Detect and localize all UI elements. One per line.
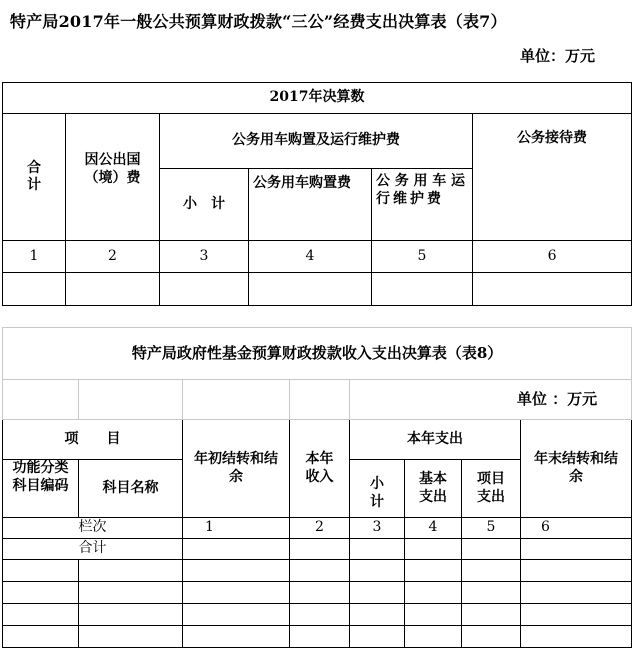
table8-empty-cell (183, 539, 290, 560)
table8-empty-cell (350, 539, 405, 560)
table7-header-vehicle-maintain: 公务用车运行维护费 (372, 169, 473, 241)
table8-empty-cell (183, 560, 290, 582)
table8-total-label: 合计 (3, 539, 183, 560)
table8-header-income: 本年收入 (290, 420, 350, 518)
table8-empty-cell (183, 604, 290, 626)
table8-header-subject-name: 科目名称 (79, 460, 183, 518)
table7-year-header: 2017年决算数 (3, 83, 632, 114)
table8-empty-cell (462, 604, 521, 626)
table8-empty-cell (3, 560, 79, 582)
table8-header-subtotal: 小计 (350, 460, 405, 518)
table8-blank-cell (290, 380, 350, 420)
table7-empty-cell (66, 273, 160, 306)
table7-col-number: 1 (3, 241, 66, 273)
table8-empty-cell (521, 626, 632, 648)
table8-empty-cell (79, 582, 183, 604)
table8-title: 特产局政府性基金预算财政拨款收入支出决算表（表8） (3, 328, 632, 380)
table8-empty-cell (462, 626, 521, 648)
table8-header-end-balance: 年末结转和结余 (521, 420, 632, 518)
table8-empty-cell (350, 626, 405, 648)
table8-row-label: 栏次 (3, 518, 183, 539)
table8-blank-cell (3, 380, 79, 420)
table8-empty-cell (79, 560, 183, 582)
table8-empty-cell (3, 626, 79, 648)
table8-header-begin-balance: 年初结转和结余 (183, 420, 290, 518)
table8-header-expense-group: 本年支出 (350, 420, 521, 460)
table7-header-vehicle-group: 公务用车购置及运行维护费 (160, 114, 473, 169)
table8-col-number: 2 (290, 518, 350, 539)
table7-empty-cell (372, 273, 473, 306)
table8-empty-cell (462, 560, 521, 582)
table8-empty-cell (350, 604, 405, 626)
table8-empty-cell (79, 604, 183, 626)
table8-empty-cell (290, 582, 350, 604)
table8-unit: 单位 ：万元 (350, 380, 632, 420)
table8-empty-cell (405, 626, 462, 648)
table8-empty-cell (183, 582, 290, 604)
table7-unit: 单位：万元 (520, 47, 596, 65)
table8-header-basic: 基本支出 (405, 460, 462, 518)
table8-empty-cell (405, 582, 462, 604)
table8-empty-cell (521, 604, 632, 626)
table8-empty-cell (3, 582, 79, 604)
table8-empty-cell (405, 539, 462, 560)
table8-col-number: 6 (521, 518, 632, 539)
table8-header-func-code: 功能分类科目编码 (3, 460, 79, 518)
table8-col-number: 1 (183, 518, 290, 539)
table8-empty-cell (350, 560, 405, 582)
table8-empty-cell (290, 604, 350, 626)
table8-col-number: 4 (405, 518, 462, 539)
table8-empty-cell (290, 539, 350, 560)
table8-header-project: 项目支出 (462, 460, 521, 518)
table7-empty-cell (160, 273, 249, 306)
table8-empty-cell (521, 539, 632, 560)
table8-empty-cell (405, 604, 462, 626)
table8-col-number: 5 (462, 518, 521, 539)
table8-empty-cell (462, 582, 521, 604)
table8-empty-cell (79, 626, 183, 648)
table8-empty-cell (405, 560, 462, 582)
table8 (2, 327, 632, 648)
table8-empty-cell (183, 626, 290, 648)
table8-empty-cell (290, 626, 350, 648)
table8-empty-cell (290, 560, 350, 582)
table8-header-item: 项 目 (3, 420, 183, 460)
table8-blank-cell (79, 380, 183, 420)
table7-col-number: 2 (66, 241, 160, 273)
table7-col-number: 3 (160, 241, 249, 273)
table7-header-subtotal: 小 计 (160, 169, 249, 241)
table7-col-number: 6 (473, 241, 632, 273)
table7 (2, 82, 632, 306)
table8-empty-cell (521, 582, 632, 604)
table7-empty-cell (249, 273, 372, 306)
table7-title: 特产局2017年一般公共预算财政拨款“三公”经费支出决算表（表7） (10, 12, 507, 31)
table7-header-reception: 公务接待费 (473, 114, 632, 241)
table8-empty-cell (3, 604, 79, 626)
table7-header-vehicle-purchase: 公务用车购置费 (249, 169, 372, 241)
table8-col-number: 3 (350, 518, 405, 539)
table8-empty-cell (521, 560, 632, 582)
table8-blank-cell (183, 380, 290, 420)
table7-empty-cell (473, 273, 632, 306)
table8-empty-cell (462, 539, 521, 560)
table7-col-number: 4 (249, 241, 372, 273)
table7-empty-cell (3, 273, 66, 306)
table7-header-abroad: 因公出国（境）费 (66, 114, 160, 241)
table8-empty-cell (350, 582, 405, 604)
table7-header-total: 合计 (3, 114, 66, 241)
table7-col-number: 5 (372, 241, 473, 273)
